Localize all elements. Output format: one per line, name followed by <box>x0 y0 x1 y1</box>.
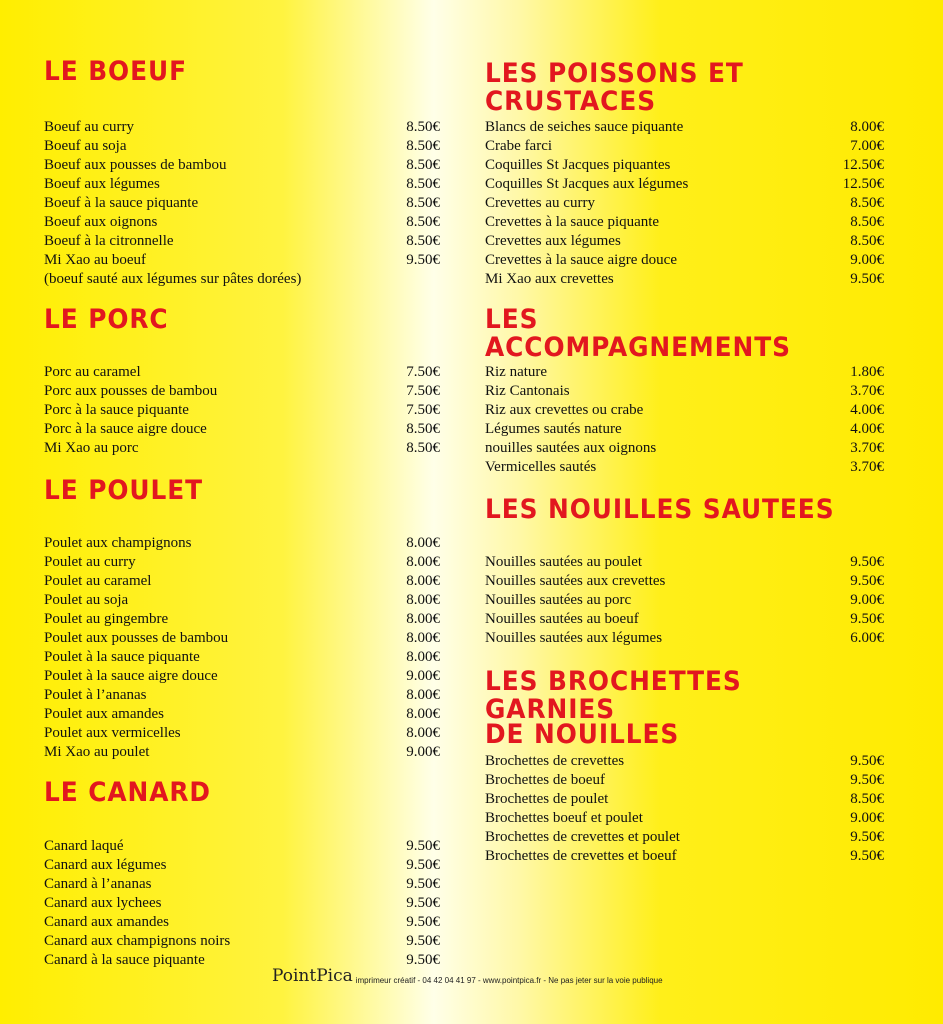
item-name: Crabe farci <box>485 138 553 154</box>
item-name: Brochettes de crevettes <box>485 753 625 769</box>
item-price: 8.00€ <box>406 611 440 627</box>
menu-item <box>44 648 440 667</box>
item-name: Poulet aux amandes <box>44 706 164 722</box>
item-price: 9.50€ <box>850 573 884 589</box>
item-name: nouilles sautées aux oignons <box>485 440 657 456</box>
item-price: 9.50€ <box>406 252 440 268</box>
menu-item <box>485 251 884 270</box>
menu-item <box>485 363 884 382</box>
menu-item <box>44 553 440 572</box>
item-name: Mi Xao au poulet <box>44 744 150 760</box>
item-price: 9.50€ <box>850 271 884 287</box>
section-title <box>485 666 852 750</box>
menu-item <box>44 705 440 724</box>
item-price: 8.00€ <box>406 687 440 703</box>
item-price: 9.50€ <box>850 772 884 788</box>
section-brochettes <box>485 666 884 864</box>
menu-item <box>485 847 884 866</box>
item-price: 9.50€ <box>406 838 440 854</box>
item-name: Canard aux amandes <box>44 914 169 930</box>
section-nouilles-sautees <box>485 494 884 646</box>
item-name: Riz Cantonais <box>485 383 570 399</box>
item-price: 4.00€ <box>850 421 884 437</box>
item-price: 9.00€ <box>850 810 884 826</box>
item-price: 8.50€ <box>406 214 440 230</box>
item-price: 6.00€ <box>850 630 884 646</box>
menu-item <box>485 790 884 809</box>
item-name: Coquilles St Jacques aux légumes <box>485 176 689 192</box>
item-name: Boeuf aux légumes <box>44 176 160 192</box>
item-price: 8.50€ <box>406 138 440 154</box>
menu-item <box>44 232 440 251</box>
menu-item <box>44 837 440 856</box>
item-price: 9.50€ <box>850 611 884 627</box>
menu-item <box>44 572 440 591</box>
item-price: 8.50€ <box>406 157 440 173</box>
item-price: 8.50€ <box>850 233 884 249</box>
menu-items <box>44 837 440 970</box>
item-price: 8.00€ <box>850 119 884 135</box>
menu-item <box>44 175 440 194</box>
item-name: Canard aux lychees <box>44 895 162 911</box>
item-name: Crevettes à la sauce aigre douce <box>485 252 677 268</box>
item-price: 9.50€ <box>406 895 440 911</box>
menu-item <box>44 251 440 270</box>
section-canard <box>44 777 440 968</box>
menu-item <box>44 118 440 137</box>
menu-items <box>485 752 884 866</box>
menu-item <box>44 856 440 875</box>
item-price: 8.50€ <box>850 791 884 807</box>
menu-item <box>44 401 440 420</box>
item-name: Canard aux champignons noirs <box>44 933 231 949</box>
item-name: Porc aux pousses de bambou <box>44 383 218 399</box>
item-price: 8.50€ <box>850 195 884 211</box>
footer <box>272 968 663 985</box>
item-name: Nouilles sautées aux crevettes <box>485 573 666 589</box>
section-title: LES POISSONS ET CRUSTACES <box>485 58 744 117</box>
item-price: 9.00€ <box>406 668 440 684</box>
item-name: Porc à la sauce aigre douce <box>44 421 207 437</box>
menu-items <box>44 363 440 458</box>
item-name: Mi Xao au porc <box>44 440 139 456</box>
menu-item <box>44 894 440 913</box>
menu-item <box>44 137 440 156</box>
item-name: Poulet à l’ananas <box>44 687 147 703</box>
item-name: Canard aux légumes <box>44 857 167 873</box>
item-price: 8.50€ <box>850 214 884 230</box>
item-price: 7.00€ <box>850 138 884 154</box>
item-price: 9.50€ <box>406 933 440 949</box>
item-name: Poulet à la sauce piquante <box>44 649 200 665</box>
item-name: Canard à la sauce piquante <box>44 952 205 968</box>
section-title-line1: LES BROCHETTES GARNIES <box>485 666 742 725</box>
menu-item <box>485 194 884 213</box>
item-name: Mi Xao aux crevettes <box>485 271 614 287</box>
menu-item <box>485 828 884 847</box>
item-price: 9.50€ <box>406 857 440 873</box>
item-price: 9.50€ <box>850 554 884 570</box>
item-name: Boeuf à la sauce piquante <box>44 195 199 211</box>
menu-item <box>485 629 884 648</box>
section-porc <box>44 304 440 456</box>
item-name: Coquilles St Jacques piquantes <box>485 157 671 173</box>
section-title-line2: DE NOUILLES <box>485 719 680 750</box>
section-boeuf <box>44 56 440 287</box>
item-name: Boeuf à la citronnelle <box>44 233 174 249</box>
item-price: 8.00€ <box>406 725 440 741</box>
menu-item <box>44 382 440 401</box>
menu-item <box>44 156 440 175</box>
menu-item <box>485 420 884 439</box>
item-name: Boeuf aux pousses de bambou <box>44 157 227 173</box>
item-price: 9.00€ <box>850 252 884 268</box>
item-price: 9.00€ <box>850 592 884 608</box>
menu-item <box>485 175 884 194</box>
menu-item <box>485 809 884 828</box>
item-name: Brochettes de boeuf <box>485 772 605 788</box>
menu-item <box>485 591 884 610</box>
item-price: 1.80€ <box>850 364 884 380</box>
item-name: Canard à l’ananas <box>44 876 152 892</box>
item-name: Boeuf au curry <box>44 119 134 135</box>
item-price: 9.00€ <box>406 744 440 760</box>
menu-item <box>485 752 884 771</box>
menu-item <box>44 743 440 762</box>
menu-item <box>44 194 440 213</box>
section-poulet <box>44 475 440 760</box>
menu-item <box>44 667 440 686</box>
item-name: Nouilles sautées aux légumes <box>485 630 663 646</box>
item-name: Crevettes à la sauce piquante <box>485 214 660 230</box>
menu-item <box>44 724 440 743</box>
item-price: 9.50€ <box>406 952 440 968</box>
item-name: Blancs de seiches sauce piquante <box>485 119 684 135</box>
menu-item <box>485 137 884 156</box>
item-name: Canard laqué <box>44 838 124 854</box>
item-price: 8.00€ <box>406 649 440 665</box>
item-name: Nouilles sautées au poulet <box>485 554 643 570</box>
item-name: Poulet au curry <box>44 554 136 570</box>
menu-item <box>44 363 440 382</box>
menu-item <box>485 553 884 572</box>
item-name: Vermicelles sautés <box>485 459 597 475</box>
section-title: LE CANARD <box>44 777 211 808</box>
item-name: Boeuf aux oignons <box>44 214 158 230</box>
item-name: Poulet au gingembre <box>44 611 169 627</box>
item-price: 9.50€ <box>850 829 884 845</box>
menu-item <box>485 270 884 289</box>
menu-item <box>485 213 884 232</box>
item-price: 8.00€ <box>406 706 440 722</box>
item-price: 8.00€ <box>406 554 440 570</box>
section-poissons-crustaces <box>485 58 884 287</box>
menu-item <box>485 156 884 175</box>
menu-item <box>44 534 440 553</box>
menu-item <box>44 932 440 951</box>
section-title: LES ACCOMPAGNEMENTS <box>485 304 791 363</box>
item-price: 8.00€ <box>406 535 440 551</box>
menu-item <box>485 572 884 591</box>
item-price: 9.50€ <box>406 914 440 930</box>
item-name: Riz nature <box>485 364 548 380</box>
menu-item <box>485 382 884 401</box>
item-name: Poulet à la sauce aigre douce <box>44 668 218 684</box>
menu-item <box>44 913 440 932</box>
item-name: Poulet aux vermicelles <box>44 725 181 741</box>
menu-item <box>44 629 440 648</box>
item-note: (boeuf sauté aux légumes sur pâtes dorées) <box>44 271 302 287</box>
item-name: Poulet au soja <box>44 592 129 608</box>
item-price: 8.00€ <box>406 592 440 608</box>
item-name: Poulet aux champignons <box>44 535 192 551</box>
item-price: 8.00€ <box>406 573 440 589</box>
footer-text: imprimeur créatif - 04 42 04 41 97 - www.pointpica.fr - Ne pas jeter sur la voie publique <box>355 976 663 985</box>
menu-items <box>485 553 884 648</box>
item-name: Boeuf au soja <box>44 138 127 154</box>
section-accompagnements <box>485 304 884 475</box>
menu-item <box>44 591 440 610</box>
item-price: 8.50€ <box>406 176 440 192</box>
item-price: 7.50€ <box>406 364 440 380</box>
menu-item <box>44 420 440 439</box>
item-name: Mi Xao au boeuf <box>44 252 147 268</box>
item-price: 12.50€ <box>842 157 884 173</box>
menu-item <box>485 232 884 251</box>
item-name: Nouilles sautées au boeuf <box>485 611 639 627</box>
menu-item <box>485 439 884 458</box>
section-title: LES NOUILLES SAUTEES <box>485 494 835 525</box>
menu-item <box>485 458 884 477</box>
item-price: 3.70€ <box>850 383 884 399</box>
item-name: Crevettes aux légumes <box>485 233 621 249</box>
item-price: 3.70€ <box>850 459 884 475</box>
menu-item <box>485 118 884 137</box>
item-price: 4.00€ <box>850 402 884 418</box>
item-price: 9.50€ <box>850 848 884 864</box>
menu-item <box>485 610 884 629</box>
menu-item <box>485 401 884 420</box>
item-name: Porc au caramel <box>44 364 141 380</box>
menu-items <box>485 363 884 477</box>
menu-item <box>44 686 440 705</box>
item-price: 8.50€ <box>406 119 440 135</box>
menu-items <box>44 534 440 762</box>
menu-item <box>485 771 884 790</box>
menu-item <box>44 439 440 458</box>
menu-items <box>44 118 440 289</box>
section-title: LE PORC <box>44 304 169 335</box>
item-price: 8.50€ <box>406 233 440 249</box>
item-price: 9.50€ <box>850 753 884 769</box>
item-price: 7.50€ <box>406 402 440 418</box>
item-name: Poulet au caramel <box>44 573 152 589</box>
item-price: 9.50€ <box>406 876 440 892</box>
item-price: 3.70€ <box>850 440 884 456</box>
item-price: 8.50€ <box>406 440 440 456</box>
printer-logo: PointPica <box>272 966 353 986</box>
item-name: Brochettes de poulet <box>485 791 609 807</box>
item-name: Brochettes de crevettes et poulet <box>485 829 680 845</box>
menu-item <box>44 610 440 629</box>
section-title: LE BOEUF <box>44 56 187 87</box>
menu-items <box>485 118 884 289</box>
section-title: LE POULET <box>44 475 203 506</box>
item-name: Légumes sautés nature <box>485 421 622 437</box>
menu-item <box>44 875 440 894</box>
item-price: 8.50€ <box>406 195 440 211</box>
item-price: 8.00€ <box>406 630 440 646</box>
item-price: 8.50€ <box>406 421 440 437</box>
item-name: Riz aux crevettes ou crabe <box>485 402 644 418</box>
item-name: Brochettes de crevettes et boeuf <box>485 848 677 864</box>
item-name: Crevettes au curry <box>485 195 595 211</box>
item-name: Brochettes boeuf et poulet <box>485 810 643 826</box>
menu-item <box>44 213 440 232</box>
item-price: 7.50€ <box>406 383 440 399</box>
item-name: Poulet aux pousses de bambou <box>44 630 229 646</box>
item-name: Nouilles sautées au porc <box>485 592 632 608</box>
item-name: Porc à la sauce piquante <box>44 402 189 418</box>
item-price: 12.50€ <box>842 176 884 192</box>
